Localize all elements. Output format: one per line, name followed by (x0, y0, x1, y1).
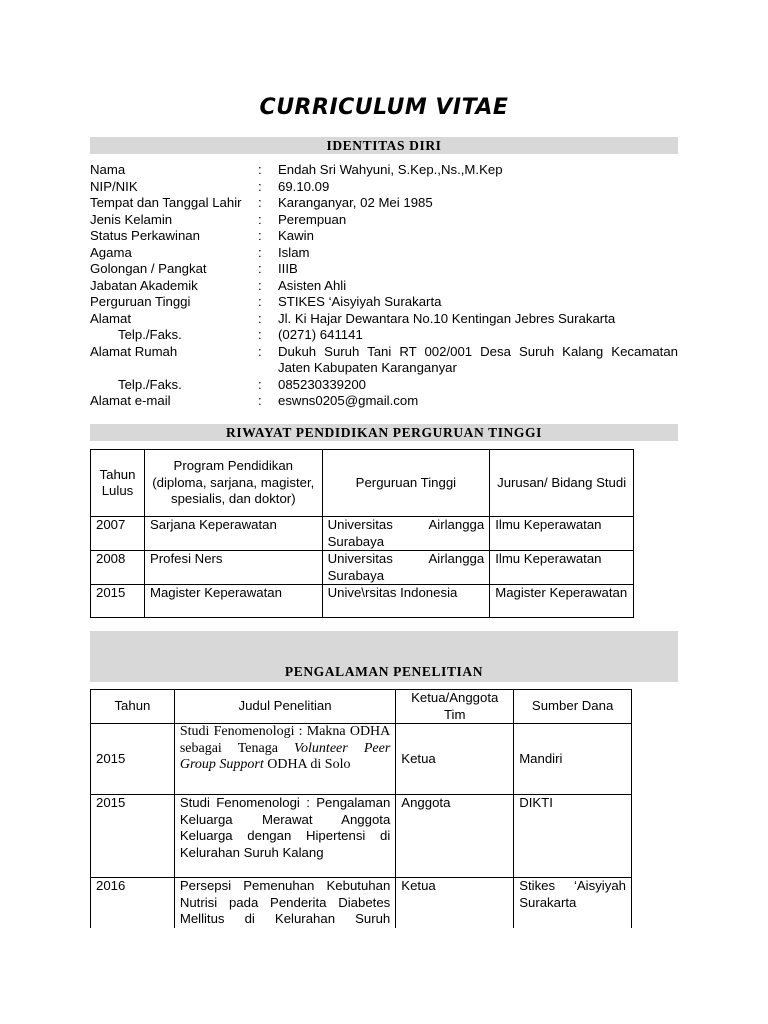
identity-row (90, 278, 678, 295)
table-cell: Universitas Airlangga Surabaya (322, 551, 490, 585)
table-cell: 2007 (91, 517, 145, 551)
identity-row (90, 195, 678, 212)
identity-value: Endah Sri Wahyuni, S.Kep.,Ns.,M.Kep (278, 162, 503, 177)
identity-row (90, 311, 678, 328)
column-header: Tahun (91, 690, 175, 724)
identity-colon: : (258, 310, 262, 326)
identity-label: Golongan / Pangkat (90, 261, 207, 276)
document-title: CURRICULUM VITAE (259, 95, 509, 120)
identity-value: Islam (278, 244, 310, 260)
identity-label: Status Perkawinan (90, 228, 200, 243)
identity-label: Perguruan Tinggi (90, 294, 191, 309)
table-row (91, 724, 632, 795)
identity-value: Karanganyar, 02 Mei 1985 (278, 195, 433, 210)
identity-value: (0271) 641141 (278, 327, 363, 342)
column-header: Jurusan/ Bidang Studi (490, 450, 634, 517)
identity-colon: : (258, 327, 262, 342)
identity-value: IIIB (278, 261, 298, 276)
table-cell: 2015 (91, 585, 145, 618)
column-header: Perguruan Tinggi (322, 450, 490, 517)
identity-row (90, 212, 678, 229)
table-header-row (91, 690, 632, 724)
identity-value: eswns0205@gmail.com (278, 393, 419, 408)
identity-value: Jl. Ki Hajar Dewantara No.10 Kentingan Jebres Surakarta (278, 310, 616, 326)
column-header: Sumber Dana (514, 690, 632, 724)
section-header-pendidikan: RIWAYAT PENDIDIKAN PERGURUAN TINGGI (90, 424, 678, 441)
identity-row (90, 179, 678, 196)
table-cell: Mandiri (514, 724, 632, 795)
identity-label: Alamat Rumah (90, 343, 178, 359)
identity-label: Alamat (90, 310, 132, 326)
table-cell: Universitas Airlangga Surabaya (322, 517, 490, 551)
identity-row (90, 327, 678, 344)
table-cell: Magister Keperawatan (490, 585, 634, 618)
table-cell: Persepsi Pemenuhan Kebutuhan Nutrisi pada Penderita Diabetes Mellitus di Kelurahan Suruh (174, 878, 395, 929)
identity-row (90, 245, 678, 262)
column-header: Ketua/Anggota Tim (396, 690, 514, 724)
table-cell: Magister Keperawatan (144, 585, 322, 618)
research-title-part: ODHA di Solo (263, 757, 351, 772)
identity-colon: : (258, 294, 262, 309)
identity-value: Kawin (278, 228, 314, 243)
identity-list (90, 162, 678, 410)
table-cell: Ketua (396, 878, 514, 929)
identity-colon: : (258, 178, 262, 194)
table-row (91, 585, 634, 618)
section-header-penelitian (90, 631, 678, 682)
identity-row (90, 294, 678, 311)
column-header: Tahun Lulus (91, 450, 145, 517)
identity-colon: : (258, 343, 262, 359)
table-row (91, 795, 632, 878)
identity-row (90, 162, 678, 179)
identity-colon: : (258, 228, 262, 243)
table-header-row (91, 450, 634, 517)
identity-colon: : (258, 277, 262, 293)
table-cell: Anggota (396, 795, 514, 878)
table-cell: Ketua (396, 724, 514, 795)
identity-label: Tempat dan Tanggal Lahir (90, 195, 242, 210)
identity-value: Asisten Ahli (278, 277, 347, 293)
table-cell: Unive\rsitas Indonesia (322, 585, 490, 618)
table-cell: 2015 (91, 795, 175, 878)
table-cell: Ilmu Keperawatan (490, 517, 634, 551)
identity-row (90, 377, 678, 394)
identity-row (90, 393, 678, 410)
table-cell: Stikes ‘Aisyiyah Surakarta (514, 878, 632, 929)
identity-colon: : (258, 376, 262, 392)
identity-row (90, 228, 678, 245)
column-header: Judul Penelitian (174, 690, 395, 724)
research-title-part: Studi Fenomenologi : Makna ODHA sebagai Tenaga (179, 724, 391, 756)
identity-label: NIP/NIK (90, 178, 138, 194)
identity-value: 085230339200 (278, 376, 367, 392)
table-row (91, 517, 634, 551)
table-cell: 2008 (91, 551, 145, 585)
identity-value: STIKES ‘Aisyiyah Surakarta (278, 294, 442, 309)
identity-value: Dukuh Suruh Tani RT 002/001 Desa Suruh Kalang Kecamatan Jaten Kabupaten Karanganyar (278, 343, 678, 375)
table-cell: DIKTI (514, 795, 632, 878)
identity-label: Alamat e-mail (90, 393, 171, 408)
table-row (91, 551, 634, 585)
table-cell: Profesi Ners (144, 551, 322, 585)
identity-colon: : (258, 162, 262, 177)
identity-value: Perempuan (278, 211, 347, 227)
table-cell (174, 724, 395, 795)
identity-value: 69.10.09 (278, 178, 330, 194)
research-table (90, 689, 632, 928)
table-cell: Ilmu Keperawatan (490, 551, 634, 585)
table-cell: Sarjana Keperawatan (144, 517, 322, 551)
identity-row (90, 344, 678, 377)
identity-label: Agama (90, 244, 132, 260)
identity-label: Telp./Faks. (118, 327, 182, 342)
identity-row (90, 261, 678, 278)
table-cell: 2016 (91, 878, 175, 929)
identity-colon: : (258, 195, 262, 210)
identity-colon: : (258, 244, 262, 260)
section-header-label: PENGALAMAN PENELITIAN (284, 663, 484, 679)
table-cell: Studi Fenomenologi : Pengalaman Keluarga Merawat Anggota Keluarga dengan Hipertensi di Kelurahan Suruh Kalang (174, 795, 395, 878)
identity-colon: : (258, 393, 262, 408)
identity-label: Jabatan Akademik (90, 277, 198, 293)
section-header-identitas: IDENTITAS DIRI (90, 137, 678, 154)
table-cell: 2015 (91, 724, 175, 795)
table-row (91, 878, 632, 929)
column-header: Program Pendidikan (diploma, sarjana, magister, spesialis, dan doktor) (144, 450, 322, 517)
identity-label: Jenis Kelamin (90, 211, 173, 227)
identity-colon: : (258, 261, 262, 276)
research-title-italic: Volunteer Peer Group Support (179, 740, 391, 772)
identity-label: Nama (90, 162, 126, 177)
education-table (90, 449, 634, 618)
identity-label: Telp./Faks. (118, 376, 182, 392)
identity-colon: : (258, 211, 262, 227)
